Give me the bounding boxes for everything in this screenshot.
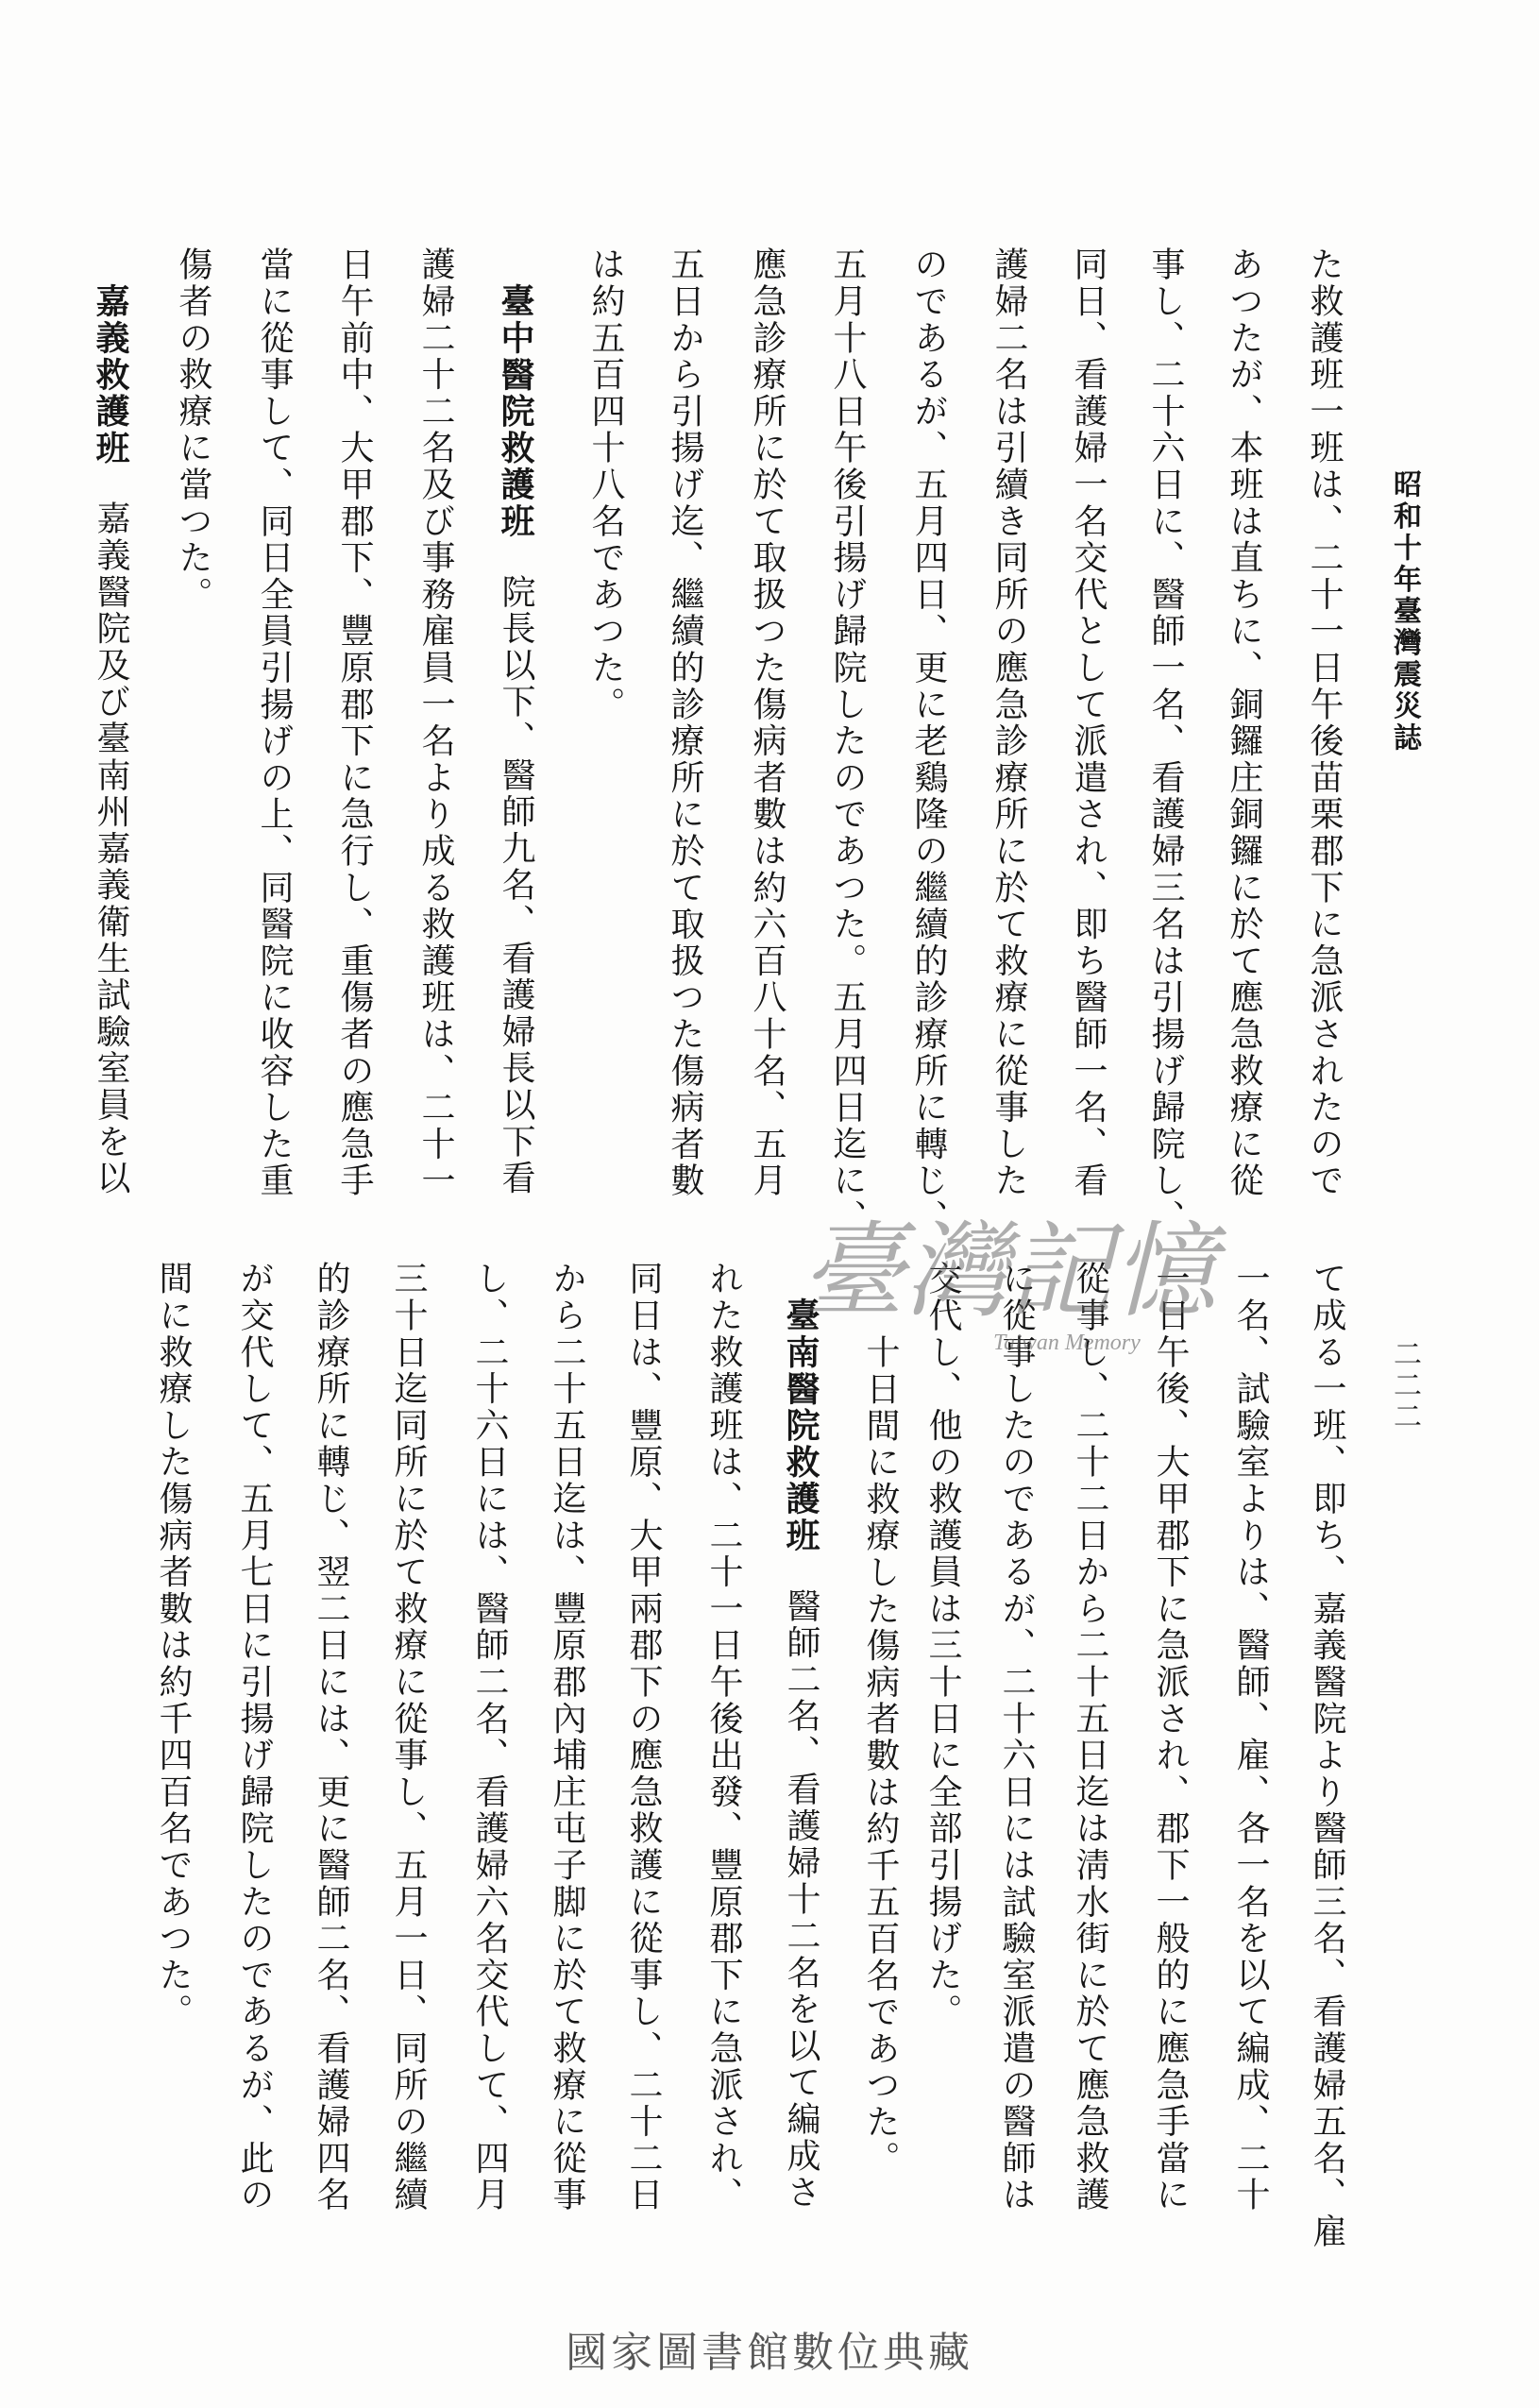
section-heading: 嘉義救護班 <box>91 283 130 466</box>
text-column: 護婦二名は引續き同所の應急診療所に於て救療に從事した <box>989 246 1028 1199</box>
column-text: 嘉義醫院及び臺南州嘉義衛生試驗室員を以 <box>92 500 130 1197</box>
text-column <box>90 283 131 1196</box>
column-text: 醫師二名、看護婦十二名を以て編成さ <box>782 1587 820 2212</box>
text-column: 交代し、他の救護員は三十日に全部引揚げた。 <box>923 1261 962 2030</box>
section-heading: 臺南醫院救護班 <box>781 1297 820 1554</box>
text-column <box>495 283 536 1196</box>
text-column: 的診療所に轉じ、翌二日には、更に醫師二名、看護婦四名 <box>312 1261 350 2213</box>
page-number: 二二二 <box>1388 1339 1421 1433</box>
text-column: 五月十八日午後引揚げ歸院したのであつた。五月四日迄に、 <box>828 246 867 1236</box>
watermark-title: 臺灣記憶 <box>801 1211 1216 1331</box>
text-column: 傷者の救療に當つた。 <box>174 246 212 613</box>
text-column: あつたが、本班は直ちに、銅鑼庄銅鑼に於て應急救療に從 <box>1225 246 1263 1199</box>
text-column: 當に從事して、同日全員引揚げの上、同醫院に收容した重 <box>255 246 294 1199</box>
text-column: れた救護班は、二十一日午後出發、豐原郡下に急派され、 <box>704 1261 743 2213</box>
watermark-subtitle: Taiwan Memory <box>993 1331 1141 1355</box>
text-column: 同日、看護婦一名交代として派遣され、即ち醫師一名、看 <box>1069 246 1108 1199</box>
text-column: 間に救療した傷病者數は約千四百名であつた。 <box>154 1261 193 2030</box>
text-column: 三十日迄同所に於て救療に從事し、五月一日、同所の繼續 <box>389 1261 428 2213</box>
text-column: 十日間に救療した傷病者數は約千五百名であつた。 <box>861 1334 900 2178</box>
library-credit: 國家圖書館數位典藏 <box>566 2329 973 2377</box>
column-text: 院長以下、醫師九名、看護婦長以下看 <box>497 573 535 1197</box>
text-column: は約五百四十八名であつた。 <box>586 246 625 723</box>
text-column: た救護班一班は、二十一日午後苗栗郡下に急派されたので <box>1305 246 1344 1199</box>
text-column: 日午前中、大甲郡下、豐原郡下に急行し、重傷者の應急手 <box>335 246 374 1199</box>
text-column: から二十五日迄は、豐原郡內埔庄屯子脚に於て救療に從事 <box>548 1261 586 2213</box>
text-column: 一名、試驗室よりは、醫師、雇、各一名を以て編成、二十 <box>1231 1261 1270 2213</box>
text-column: のであるが、五月四日、更に老鷄隆の繼續的診療所に轉じ、 <box>909 246 948 1236</box>
text-column: 五日から引揚げ迄、繼續的診療所に於て取扱つた傷病者數 <box>666 246 704 1199</box>
text-column: し、二十六日には、醫師二名、看護婦六名交代して、四月 <box>470 1261 509 2213</box>
text-column: が交代して、五月七日に引揚げ歸院したのであるが、此の <box>235 1261 274 2213</box>
text-column: に從事したのであるが、二十六日には試驗室派遣の醫師は <box>997 1261 1036 2213</box>
text-column: 應急診療所に於て取扱つた傷病者數は約六百八十名、五月 <box>748 246 786 1199</box>
text-column: 同日は、豐原、大甲兩郡下の應急救護に從事し、二十二日 <box>624 1261 663 2213</box>
text-column <box>780 1297 821 2211</box>
text-column: 一日午後、大甲郡下に急派され、郡下一般的に應急手當に <box>1151 1261 1190 2213</box>
text-column: て成る一班、即ち、嘉義醫院より醫師三名、看護婦五名、雇 <box>1308 1261 1346 2250</box>
text-column: 護婦二十二名及び事務雇員一名より成る救護班は、二十一 <box>416 246 455 1199</box>
text-column: 從事し、二十二日から二十五日迄は淸水街に於て應急救護 <box>1071 1261 1109 2213</box>
section-heading: 臺中醫院救護班 <box>496 283 535 540</box>
running-title: 昭和十年臺灣震災誌 <box>1388 469 1421 755</box>
text-column: 事し、二十六日に、醫師一名、看護婦三名は引揚げ歸院し、 <box>1146 246 1185 1236</box>
